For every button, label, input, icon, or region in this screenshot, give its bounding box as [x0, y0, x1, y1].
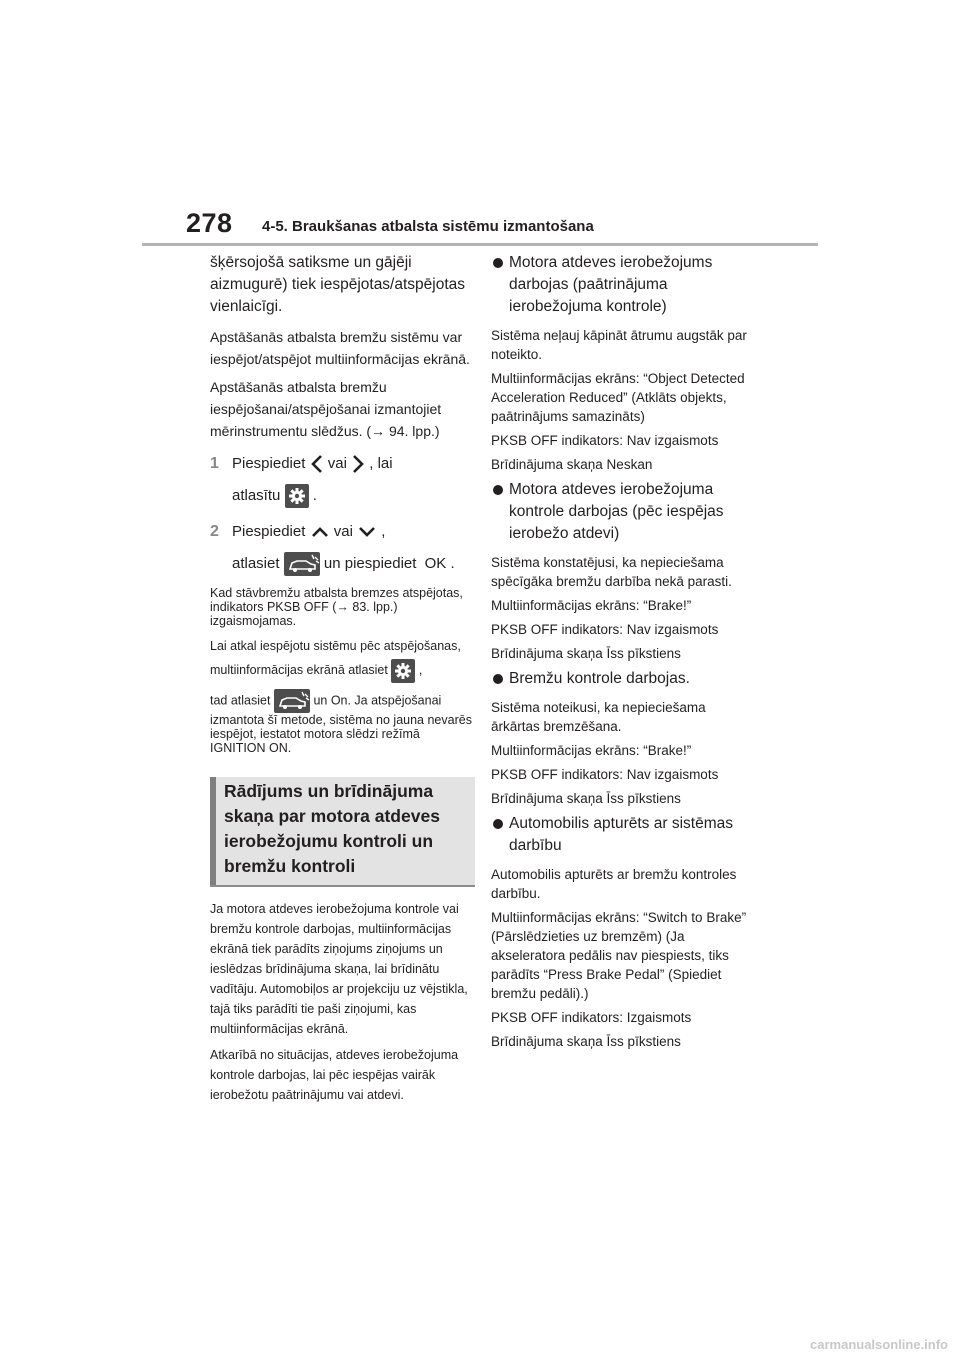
- left-column: [210, 252, 472, 1111]
- page-number: 278: [186, 208, 233, 238]
- bullet-2-text-4: Brīdinājuma skaņa Īss pīkstiens: [491, 646, 681, 661]
- intro-text: šķērsojošā satiksme un gājēji aizmugurē) tiek iespējotas/atspējotas vienlaicīgi.: [210, 254, 466, 315]
- step-2: [210, 516, 472, 580]
- note-2: [210, 634, 472, 683]
- step-text: ,: [381, 523, 386, 540]
- step-text: .: [450, 555, 455, 572]
- chevron-down-icon: [357, 525, 377, 539]
- step-text: Piespiediet: [232, 523, 306, 540]
- step-text: .: [312, 487, 317, 504]
- ok-label: OK: [424, 555, 447, 572]
- bullet-3-text-2: Multiinformācijas ekrāns: “Brake!”: [491, 743, 692, 758]
- bullet-4-text-4: Brīdinājuma skaņa Īss pīkstiens: [491, 1034, 681, 1049]
- paragraph-2: Apstāšanās atbalsta bremžu iespējošanai/atspējošanai izmantojiet mērinstrumentu slēdžus. (→ 94. lpp.): [210, 379, 442, 439]
- car-sensor-icon: [284, 552, 320, 576]
- heading-line: bremžu kontroli: [224, 855, 356, 876]
- step-text: atlasītu: [232, 487, 281, 504]
- paragraph-4: Atkarībā no situācijas, atdeves ierobežojuma kontrole darbojas, lai pēc iespējas vairāk ierobežotu paātrinājumu vai atdevi.: [210, 1047, 459, 1102]
- note-2-text: Lai atkal iespējotu sistēmu pēc atspējošanas, multiinformācijas ekrānā atlasiet: [210, 639, 461, 677]
- step-text: Piespiediet: [232, 455, 306, 472]
- bullet-1-text-4: Brīdinājuma skaņa Neskan: [491, 457, 653, 472]
- step-text: , lai: [369, 455, 393, 472]
- chevron-up-icon: [310, 525, 330, 539]
- chevron-left-icon: [310, 453, 324, 475]
- bullet-3-text-3: PKSB OFF indikators: Nav izgaismots: [491, 767, 719, 782]
- bullet-4-text-3: PKSB OFF indikators: Izgaismots: [491, 1010, 692, 1025]
- bullet-1-text-3: PKSB OFF indikators: Nav izgaismots: [491, 433, 719, 448]
- car-sensor-icon: [274, 689, 310, 713]
- bullet-1-text-2: Multiinformācijas ekrāns: “Object Detected Acceleration Reduced” (Atklāts objekts, paātrinājums samazināts): [491, 371, 745, 424]
- heading-line: Rādījums un brīdinājuma: [224, 780, 434, 801]
- bullet-3-text-1: Sistēma noteikusi, ka nepieciešama ārkārtas bremzēšana.: [491, 700, 706, 734]
- bullet-1: Motora atdeves ierobežojums darbojas (paātrinājuma ierobežojuma kontrole): [491, 252, 753, 318]
- bullet-3-text-4: Brīdinājuma skaņa Īss pīkstiens: [491, 791, 681, 806]
- note-2-text: ,: [418, 663, 423, 677]
- step-text-or: vai: [327, 455, 347, 472]
- chevron-right-icon: [351, 453, 365, 475]
- step-1: [210, 448, 472, 512]
- bullet-4: Automobilis apturēts ar sistēmas darbību: [491, 813, 753, 857]
- step-text: un piespiediet: [323, 555, 417, 572]
- note-1: Kad stāvbremžu atbalsta bremzes atspējotas, indikators PKSB OFF (→ 83. lpp.) izgaismojamas.: [210, 586, 463, 628]
- note-3-text: tad atlasiet: [210, 693, 271, 707]
- paragraph-3: Ja motora atdeves ierobežojuma kontrole vai bremžu kontrole darbojas, multiinformācijas ekrānā tiek parādīts ziņojums ziņojums un ieslēdzas brīdinājuma skaņa, lai brīdinātu vadītāju. Automobiļos ar projekciju uz vējstikla, tajā tiks parādīti tie paši ziņojumi, kas multiinformācijas ekrānā.: [210, 901, 468, 1036]
- bullet-4-text-1: Automobilis apturēts ar bremžu kontroles darbību.: [491, 867, 737, 901]
- note-3-text: un On. Ja atspējošanai izmantota šī metode, sistēma no jauna nevarēs iespējot, iestatot motora slēdzi režīmā IGNITION ON.: [210, 693, 472, 755]
- footer-watermark: carmanualsonline.info: [810, 1337, 948, 1352]
- header-rule: [142, 243, 818, 246]
- bullet-1-text-1: Sistēma neļauj kāpināt ātrumu augstāk par noteikto.: [491, 328, 747, 362]
- step-number: 1: [210, 455, 219, 472]
- bullet-2-text-3: PKSB OFF indikators: Nav izgaismots: [491, 622, 719, 637]
- note-3: [210, 689, 472, 755]
- step-text: atlasiet: [232, 555, 280, 572]
- paragraph-1: Apstāšanās atbalsta bremžu sistēmu var iespējot/atspējot multiinformācijas ekrānā.: [210, 329, 470, 367]
- step-text-or: vai: [333, 523, 353, 540]
- bullet-2: Motora atdeves ierobežojuma kontrole darbojas (pēc iespējas ierobežo atdevi): [491, 479, 753, 545]
- bullet-2-text-2: Multiinformācijas ekrāns: “Brake!”: [491, 598, 692, 613]
- section-title: 4-5. Braukšanas atbalsta sistēmu izmantošana: [262, 218, 594, 235]
- bullet-4-text-2: Multiinformācijas ekrāns: “Switch to Brake” (Pārslēdzieties uz bremzēm) (Ja akseleratora pedālis nav piespiests, tiks parādīts “Press Brake Pedal” (Spiediet bremžu pedāli).): [491, 910, 747, 1001]
- heading-line: skaņa par motora atdeves: [224, 805, 440, 826]
- gear-icon: [285, 484, 309, 508]
- section-heading: [210, 777, 475, 887]
- gear-icon: [391, 659, 415, 683]
- bullet-3: Bremžu kontrole darbojas.: [491, 668, 753, 690]
- bullet-2-text-1: Sistēma konstatējusi, ka nepieciešama spēcīgāka bremžu darbība nekā parasti.: [491, 555, 732, 589]
- right-column: [491, 252, 753, 1056]
- step-number: 2: [210, 523, 219, 540]
- heading-line: ierobežojumu kontroli un: [224, 830, 434, 851]
